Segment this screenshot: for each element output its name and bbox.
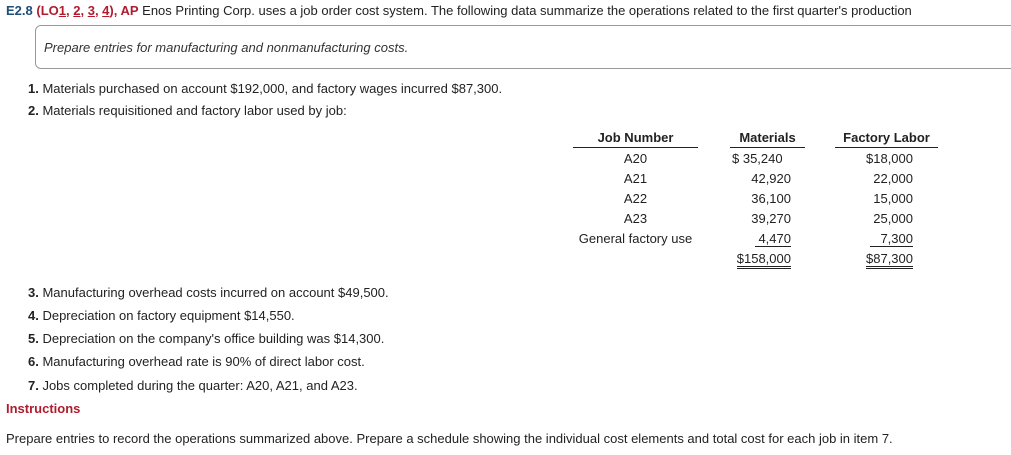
- item-2-num: 2.: [28, 103, 39, 118]
- header-underline-job: [573, 147, 698, 148]
- prompt-text: Prepare entries for manufacturing and nonmanufacturing costs.: [44, 40, 409, 55]
- total-labor: [835, 251, 913, 269]
- row-1-job: A20: [623, 151, 648, 166]
- prompt-box: [35, 25, 1011, 69]
- row-2-materials: 42,920: [751, 171, 791, 186]
- header-underline-materials: [730, 147, 805, 148]
- item-4: [28, 308, 295, 323]
- item-3-num: 3.: [28, 285, 39, 300]
- row-3-materials: 36,100: [751, 191, 791, 206]
- item-7-text: Jobs completed during the quarter: A20, A21, and A23.: [38, 378, 358, 393]
- row-1-materials: $ 35,240: [732, 151, 783, 166]
- instructions-text: Prepare entries to record the operations summarized above. Prepare a schedule showing the individual cost elements and total cost for each job in item 7.: [6, 431, 893, 446]
- row-3-job: A22: [623, 191, 648, 206]
- item-4-text: Depreciation on factory equipment $14,550.: [38, 308, 295, 323]
- total-materials-value: $158,000: [737, 251, 791, 269]
- item-1: [28, 81, 502, 96]
- item-7-num: 7.: [28, 378, 39, 393]
- exercise-code: E2.8: [6, 3, 33, 18]
- row-5-materials-value: 4,470: [755, 231, 791, 247]
- item-3-text: Manufacturing overhead costs incurred on account $49,500.: [38, 285, 389, 300]
- row-4-materials: 39,270: [751, 211, 791, 226]
- item-6: [28, 354, 365, 369]
- row-4-labor: 25,000: [873, 211, 913, 226]
- item-6-num: 6.: [28, 354, 39, 369]
- header-text: Enos Printing Corp. uses a job order cost system. The following data summarize the operations related to the first quarter's production: [138, 3, 912, 18]
- row-2-labor: 22,000: [873, 171, 913, 186]
- item-4-num: 4.: [28, 308, 39, 323]
- row-5-labor-value: 7,300: [870, 231, 913, 247]
- lo-suffix: ),: [109, 3, 121, 18]
- row-4-job: A23: [623, 211, 648, 226]
- ap-tag: AP: [120, 3, 139, 18]
- col-header-materials: Materials: [739, 130, 796, 145]
- col-header-job: Job Number: [597, 130, 674, 145]
- row-5-job: General factory use: [578, 231, 693, 246]
- row-5-materials: [730, 231, 791, 247]
- item-7: [28, 378, 358, 393]
- item-1-text: Materials purchased on account $192,000, and factory wages incurred $87,300.: [38, 81, 503, 96]
- total-labor-value: $87,300: [866, 251, 913, 269]
- item-2: [28, 103, 347, 118]
- lo-link-1[interactable]: 1: [58, 3, 66, 18]
- item-5-text: Depreciation on the company's office building was $14,300.: [38, 331, 385, 346]
- item-2-text: Materials requisitioned and factory labor used by job:: [38, 103, 347, 118]
- lo-link-4[interactable]: 4: [102, 3, 110, 18]
- total-materials: [730, 251, 791, 269]
- row-3-labor: 15,000: [873, 191, 913, 206]
- item-5: [28, 331, 384, 346]
- lo-link-3[interactable]: 3: [87, 3, 95, 18]
- item-5-num: 5.: [28, 331, 39, 346]
- item-3: [28, 285, 389, 300]
- instructions-heading: Instructions: [6, 401, 81, 416]
- exercise-header: E2.8 (LO1, 2, 3, 4), AP Enos Printing Corp. uses a job order cost system. The following data summarize the operations related to the first quarter's production: [6, 3, 912, 18]
- lo-prefix: (LO: [36, 3, 59, 18]
- header-underline-labor: [835, 147, 938, 148]
- lo-link-2[interactable]: 2: [73, 3, 81, 18]
- row-5-labor: [835, 231, 913, 247]
- item-6-text: Manufacturing overhead rate is 90% of direct labor cost.: [38, 354, 365, 369]
- row-2-job: A21: [623, 171, 648, 186]
- col-header-labor: Factory Labor: [843, 130, 930, 145]
- row-1-labor: $18,000: [866, 151, 913, 166]
- item-1-num: 1.: [28, 81, 39, 96]
